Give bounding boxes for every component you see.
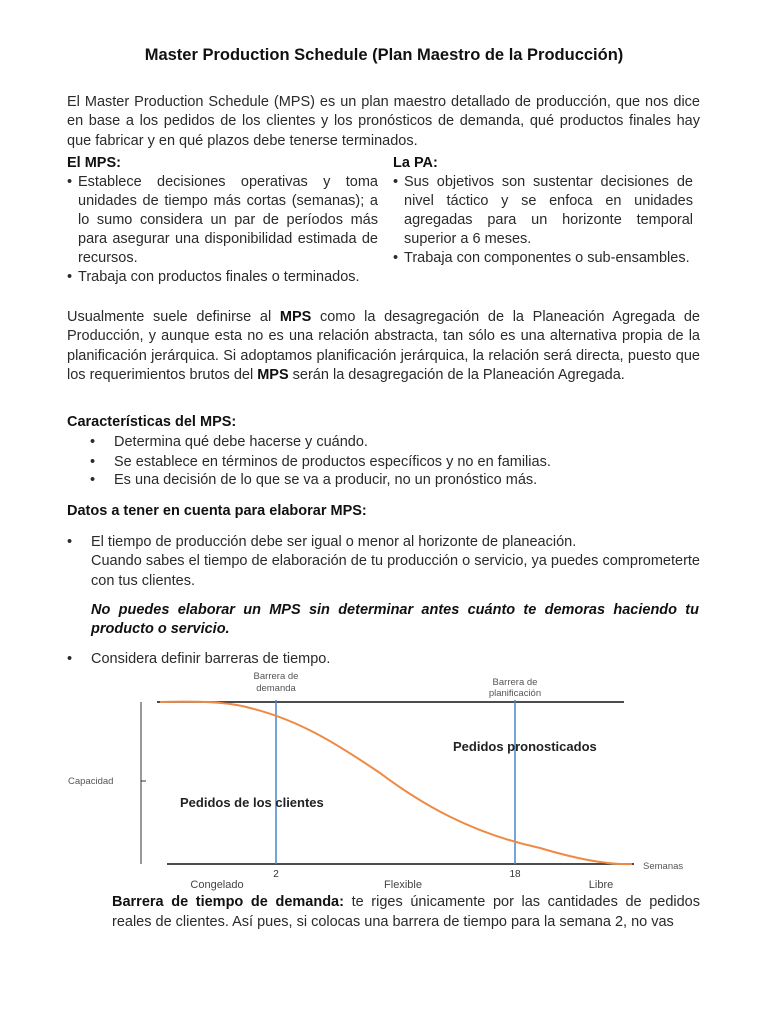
zone-flexible: Flexible: [384, 879, 422, 891]
datos-item-1-line2: Cuando sabes el tiempo de elaboración de tu producción o servicio, ya puedes comprometerte con tus clientes.: [91, 553, 700, 589]
pa-bullet-2: • Trabaja con componentes o sub-ensambles.: [393, 249, 693, 268]
pa-column: [393, 154, 693, 268]
barrier2-label-line2: planificación: [488, 688, 542, 699]
zone-libre: Libre: [588, 879, 614, 891]
tick-2: 2: [273, 869, 279, 880]
mps-column: [67, 154, 378, 287]
para2-bold-mps-1: MPS: [279, 309, 312, 325]
datos-item-1-line1: El tiempo de producción debe ser igual o menor al horizonte de planeación.: [91, 534, 577, 550]
capacity-bracket: [141, 702, 146, 864]
barrier1-label-line2: demanda: [256, 683, 296, 694]
mps-bullet-1: • Establece decisiones operativas y toma unidades de tiempo más cortas (semanas); a lo sumo considera un par de períodos más para asegurar una disponibilidad estimada de recursos.: [67, 173, 378, 268]
datos-heading: Datos a tener en cuenta para elaborar MPS:: [67, 503, 367, 519]
mps-bullet-2: • Trabaja con productos finales o terminados.: [67, 268, 378, 287]
capacity-label: Capacidad: [68, 776, 114, 787]
para2-text-2: como la desagregación de la Planeación Agregada de Producción, y aunque esta no es una relación abstracta, tan sólo es una alternativa propia de la planificación jerárquica. Si adoptamos planificación jerárquica, la relación será directa, puesto que los requerimientos brutos del: [67, 309, 700, 383]
capacity-curve: [160, 702, 632, 864]
pa-heading: La PA:: [393, 155, 438, 171]
barrier2-label-line1: Barrera de: [492, 677, 538, 688]
para2-text-1: Usualmente suele definirse al: [67, 309, 280, 325]
barrier1-label-line1: Barrera de: [253, 671, 299, 682]
tick-18: 18: [509, 869, 521, 880]
weeks-label: Semanas: [643, 861, 684, 872]
pa-bullet-1: • Sus objetivos son sustentar decisiones de nivel táctico y se enfoca en unidades agregadas para un horizonte temporal superior a 6 meses.: [393, 173, 693, 249]
zone-congelado: Congelado: [190, 879, 244, 891]
emphasis-note: No puedes elaborar un MPS sin determinar antes cuánto te demoras haciendo tu producto o servicio.: [91, 602, 699, 638]
demand-barrier-paragraph: [112, 893, 700, 932]
para2-text-3: serán la desagregación de la Planeación Agregada.: [288, 366, 625, 383]
intro-paragraph: El Master Production Schedule (MPS) es un plan maestro detallado de producción, que nos dice en base a los pedidos de los clientes y los pronósticos de demanda, qué productos finales hay que fabricar y en qué plazos debe tenerse terminados.: [67, 94, 700, 149]
datos-item-1: • El tiempo de producción debe ser igual o menor al horizonte de planeación. Cuando sabes el tiempo de elaboración de tu producción o servicio, ya puedes comprometerte con tus clientes.: [67, 533, 700, 591]
para2-bold-mps-2: MPS: [257, 366, 289, 383]
desagregacion-paragraph: [67, 308, 700, 385]
demand-barrier-text: te riges únicamente por las cantidades de pedidos reales de clientes. Así pues, si colocas una barrera de tiempo para la semana 2, no vas: [112, 894, 700, 930]
customer-orders-label: Pedidos de los clientes: [180, 795, 324, 810]
demand-barrier-term: Barrera de tiempo de demanda:: [112, 894, 344, 910]
mps-heading: El MPS:: [67, 155, 121, 171]
time-barriers-diagram: [0, 668, 768, 898]
caracteristicas-heading: Características del MPS:: [67, 414, 237, 430]
document-title: Master Production Schedule (Plan Maestro de la Producción): [144, 46, 624, 64]
forecast-orders-label: Pedidos pronosticados: [453, 739, 597, 754]
